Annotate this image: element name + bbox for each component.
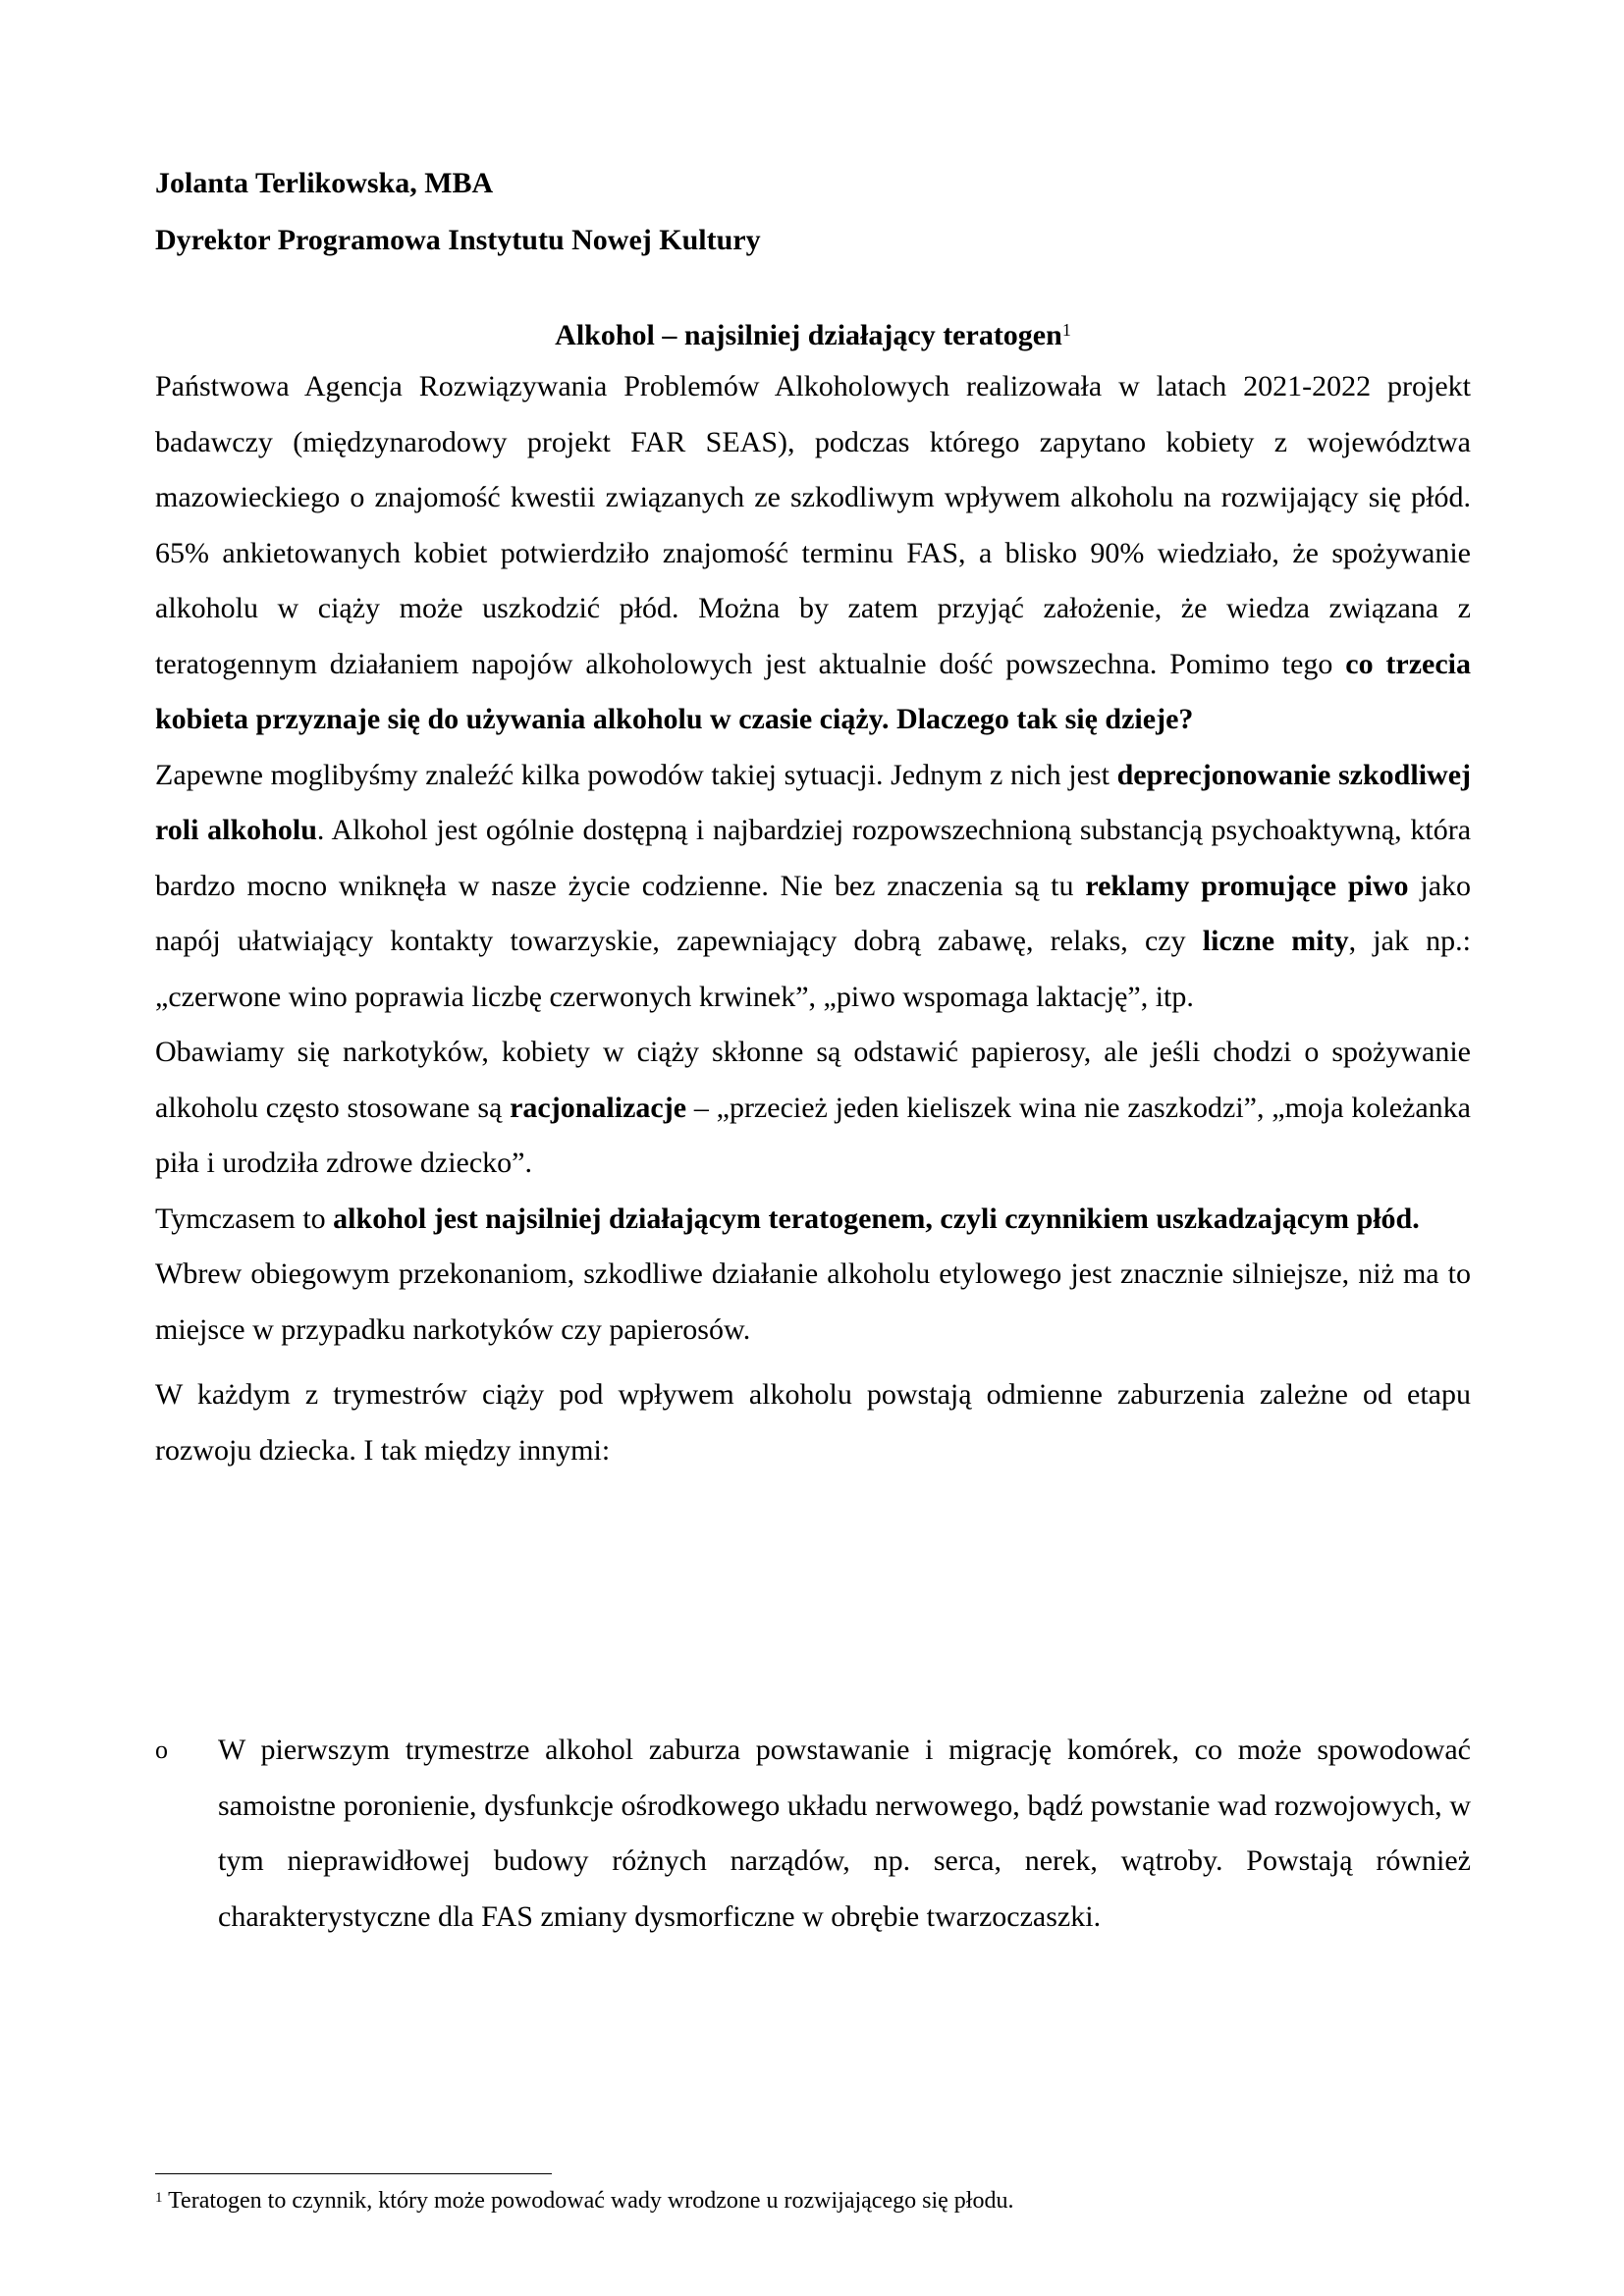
article-title xyxy=(155,314,1471,357)
paragraph-2-text-b: . Alkohol jest ogólnie dostępną i najbardziej rozpowszechnioną substancją psychoaktywną, która bardzo mocno wniknęła w nasze życie codzienne. Nie bez znaczenia są tu xyxy=(155,814,1472,902)
footnote-number: 1 xyxy=(155,2190,163,2206)
footnote-divider xyxy=(155,2173,552,2174)
author-name: Jolanta Terlikowska, MBA xyxy=(155,167,494,199)
list-item-text: W pierwszym trymestrze alkohol zaburza powstawanie i migrację komórek, co może spowodować samoistne poronienie, dysfunkcje ośrodkowego układu nerwowego, bądź powstanie wad rozwojowych, w tym nieprawidłowej budowy różnych narządów, np. serca, nerek, wątroby. Powstają również charakterystyczne dla FAS zmiany dysmorficzne w obrębie twarzoczaszki. xyxy=(218,1734,1471,1933)
paragraph-2 xyxy=(155,748,1471,1026)
paragraph-3-emphasis: racjonalizacje xyxy=(510,1091,687,1124)
paragraph-3-text-b: – „przecież jeden kieliszek wina nie zaszkodzi”, „moja koleżanka piła i urodziła zdrowe dziecko”. xyxy=(155,1091,1471,1179)
paragraph-4 xyxy=(155,1192,1471,1248)
paragraph-1-text: Państwowa Agencja Rozwiązywania Problemów Alkoholowych realizowała w latach 2021-2022 projekt badawczy (międzynarodowy projekt FAR SEAS), podczas którego zapytano kobiety z województwa mazowieckiego o znajomość kwestii związanych ze szkodliwym wpływem alkoholu na rozwijający się płód. 65% ankietowanych kobiet potwierdziło znajomość terminu FAS, a blisko 90% wiedziało, że spożywanie alkoholu w ciąży może uszkodzić płód. Można by zatem przyjąć założenie, że wiedza związana z teratogennym działaniem napojów alkoholowych jest aktualnie dość powszechna. Pomimo tego xyxy=(155,370,1471,680)
paragraph-1-emphasis: co trzecia kobieta przyznaje się do używania alkoholu w czasie ciąży. Dlaczego tak się dzieje? xyxy=(155,647,1471,735)
paragraph-3-text-a: Obawiamy się narkotyków, kobiety w ciąży skłonne są odstawić papierosy, ale jeśli chodzi o spożywanie alkoholu często stosowane są xyxy=(155,1036,1471,1124)
article-title-text: Alkohol – najsilniej działający teratogen xyxy=(555,319,1062,351)
paragraph-1 xyxy=(155,359,1471,748)
paragraph-5: Wbrew obiegowym przekonaniom, szkodliwe działanie alkoholu etylowego jest znacznie silniejsze, niż ma to miejsce w przypadku narkotyków czy papierosów. xyxy=(155,1257,1471,1346)
paragraph-4-emphasis: alkohol jest najsilniej działającym teratogenem, czyli czynnikiem uszkadzającym płód. xyxy=(333,1201,1420,1235)
paragraph-3 xyxy=(155,1025,1471,1192)
article-body xyxy=(155,359,1471,1478)
footnote-reference: 1 xyxy=(1061,320,1071,340)
paragraph-4-text: Tymczasem to xyxy=(155,1201,334,1235)
paragraph-2-emphasis-c: liczne mity xyxy=(1202,925,1349,957)
bullet-icon: o xyxy=(155,1735,168,1764)
paragraph-6: W każdym z trymestrów ciąży pod wpływem alkoholu powstają odmienne zaburzenia zależne od etapu rozwoju dziecka. I tak między innymi: xyxy=(155,1378,1471,1467)
paragraph-2-emphasis-b: reklamy promujące piwo xyxy=(1085,869,1409,902)
footnote-text: Teratogen to czynnik, który może powodować wady wrodzone u rozwijającego się płodu. xyxy=(162,2188,1014,2214)
paragraph-2-text-c: jako napój ułatwiający kontakty towarzyskie, zapewniający dobrą zabawę, relaks, czy xyxy=(155,869,1472,957)
document-header xyxy=(155,155,1471,269)
paragraph-2-text-d: , jak np.: „czerwone wino poprawia liczbę czerwonych krwinek”, „piwo wspomaga laktację”, itp. xyxy=(155,925,1471,1013)
trimester-list xyxy=(155,1723,1471,1945)
paragraph-2-text-a: Zapewne moglibyśmy znaleźć kilka powodów takiej sytuacji. Jednym z nich jest xyxy=(155,758,1117,791)
paragraph-2-emphasis-a: deprecjonowanie szkodliwej roli alkoholu xyxy=(155,758,1472,846)
author-position: Dyrektor Programowa Instytutu Nowej Kultury xyxy=(155,224,761,256)
list-item xyxy=(155,1723,1471,1945)
footnote xyxy=(155,2185,1471,2216)
